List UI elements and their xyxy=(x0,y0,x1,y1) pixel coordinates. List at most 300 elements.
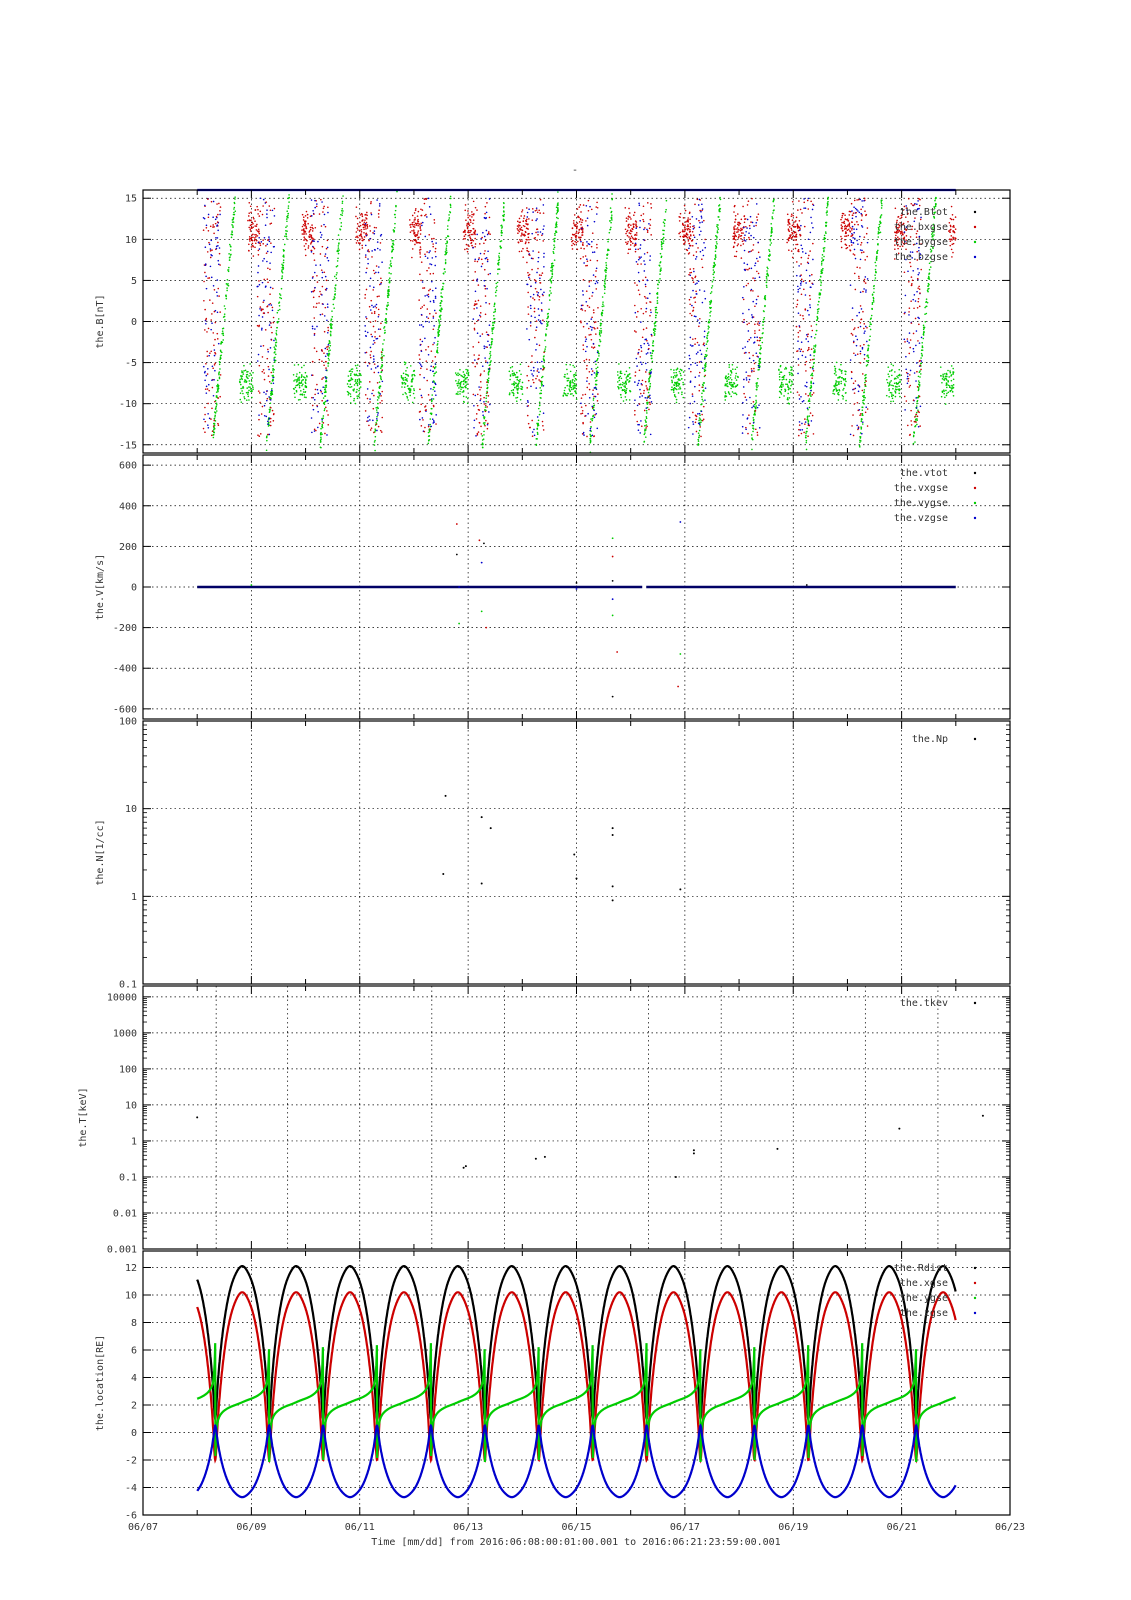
bxgse-point xyxy=(419,358,421,360)
bzgse-point xyxy=(430,370,432,372)
bzgse-point xyxy=(636,365,638,367)
bzgse-point xyxy=(311,215,313,217)
bxgse-point xyxy=(631,228,633,230)
bzgse-point xyxy=(641,395,643,397)
bygse-point xyxy=(515,382,517,384)
bzgse-point xyxy=(273,359,275,361)
bygse-point xyxy=(678,379,680,381)
bzgse-point xyxy=(217,260,219,262)
bxgse-point xyxy=(381,369,383,371)
bygse-point xyxy=(231,224,233,226)
bzgse-point xyxy=(585,338,587,340)
bzgse-point xyxy=(636,261,638,263)
bxgse-point xyxy=(379,335,381,337)
bygse-point xyxy=(564,374,566,376)
bxgse-point xyxy=(524,215,526,217)
bxgse-point xyxy=(204,309,206,311)
bzgse-point xyxy=(745,352,747,354)
bxgse-point xyxy=(584,415,586,417)
bzgse-point xyxy=(593,274,595,276)
bxgse-point xyxy=(378,314,380,316)
bxgse-point xyxy=(323,364,325,366)
bzgse-point xyxy=(324,214,326,216)
bxgse-point xyxy=(786,242,788,244)
bxgse-point xyxy=(252,226,254,228)
bxgse-point xyxy=(248,215,250,217)
bygse-point xyxy=(707,328,709,330)
bxgse-point xyxy=(480,305,482,307)
bxgse-point xyxy=(415,208,417,210)
bxgse-point xyxy=(262,205,264,207)
bzgse-point xyxy=(543,256,545,258)
bxgse-point xyxy=(381,391,383,393)
bxgse-point xyxy=(733,226,735,228)
bxgse-point xyxy=(213,420,215,422)
bxgse-point xyxy=(743,216,745,218)
bxgse-point xyxy=(471,216,473,218)
bzgse-point xyxy=(756,258,758,260)
bxgse-point xyxy=(217,288,219,290)
bzgse-point xyxy=(259,248,261,250)
bzgse-point xyxy=(482,365,484,367)
bxgse-point xyxy=(688,243,690,245)
bygse-point xyxy=(651,352,653,354)
bxgse-point xyxy=(693,281,695,283)
bygse-point xyxy=(548,308,550,310)
bygse-point xyxy=(552,270,554,272)
bygse-point xyxy=(271,388,273,390)
bygse-point xyxy=(678,388,680,390)
bygse-point xyxy=(761,337,763,339)
bzgse-point xyxy=(476,307,478,309)
bxgse-point xyxy=(305,215,307,217)
bxgse-point xyxy=(417,225,419,227)
bygse-point xyxy=(490,354,492,356)
bxgse-point xyxy=(517,228,519,230)
bygse-point xyxy=(495,309,497,311)
bygse-point xyxy=(727,386,729,388)
bygse-point xyxy=(789,379,791,381)
bygse-point xyxy=(706,354,708,356)
bzgse-point xyxy=(217,224,219,226)
bygse-point xyxy=(429,424,431,426)
bzgse-point xyxy=(365,316,367,318)
bygse-point xyxy=(358,378,360,380)
bygse-point xyxy=(810,395,812,397)
bxgse-point xyxy=(683,243,685,245)
bzgse-point xyxy=(638,352,640,354)
bxgse-point xyxy=(302,226,304,228)
bzgse-point xyxy=(742,297,744,299)
bxgse-point xyxy=(740,238,742,240)
bygse-point xyxy=(576,398,578,400)
bygse-point xyxy=(557,218,559,220)
bzgse-point xyxy=(647,280,649,282)
bxgse-point xyxy=(324,271,326,273)
bygse-point xyxy=(503,214,505,216)
bzgse-point xyxy=(476,234,478,236)
bzgse-point xyxy=(433,325,435,327)
bygse-point xyxy=(787,397,789,399)
bzgse-point xyxy=(267,421,269,423)
bzgse-point xyxy=(699,322,701,324)
bygse-point xyxy=(622,384,624,386)
bxgse-point xyxy=(485,206,487,208)
bygse-point xyxy=(303,394,305,396)
bygse-point xyxy=(360,381,362,383)
bygse-point xyxy=(330,320,332,322)
bxgse-point xyxy=(207,251,209,253)
bygse-point xyxy=(325,381,327,383)
bxgse-point xyxy=(755,428,757,430)
bygse-point xyxy=(704,364,706,366)
bxgse-point xyxy=(690,371,692,373)
bzgse-point xyxy=(214,349,216,351)
bygse-point xyxy=(299,399,301,401)
bygse-point xyxy=(445,253,447,255)
bygse-point xyxy=(752,439,754,441)
bxgse-point xyxy=(576,228,578,230)
bxgse-point xyxy=(321,378,323,380)
bxgse-point xyxy=(303,231,305,233)
bzgse-point xyxy=(268,396,270,398)
bxgse-point xyxy=(432,246,434,248)
bxgse-point xyxy=(686,233,688,235)
bxgse-point xyxy=(259,392,261,394)
bygse-point xyxy=(510,367,512,369)
bygse-point xyxy=(275,360,277,362)
bygse-point xyxy=(485,406,487,408)
bxgse-point xyxy=(485,360,487,362)
bygse-point xyxy=(395,210,397,212)
bygse-point xyxy=(707,340,709,342)
bygse-point xyxy=(713,272,715,274)
bygse-point xyxy=(605,271,607,273)
bzgse-point xyxy=(536,207,538,209)
bxgse-point xyxy=(793,239,795,241)
bxgse-point xyxy=(735,228,737,230)
bzgse-point xyxy=(586,205,588,207)
bxgse-point xyxy=(485,411,487,413)
bxgse-point xyxy=(219,210,221,212)
bygse-point xyxy=(664,225,666,227)
bygse-point xyxy=(251,377,253,379)
bygse-point xyxy=(395,217,397,219)
bxgse-point xyxy=(643,392,645,394)
bzgse-point xyxy=(378,316,380,318)
bygse-point xyxy=(387,291,389,293)
bxgse-point xyxy=(313,253,315,255)
bygse-point xyxy=(827,201,829,203)
bygse-point xyxy=(733,392,735,394)
bzgse-point xyxy=(364,325,366,327)
bxgse-point xyxy=(582,394,584,396)
bygse-point xyxy=(773,209,775,211)
bygse-point xyxy=(518,387,520,389)
bygse-point xyxy=(541,377,543,379)
bygse-point xyxy=(380,367,382,369)
bygse-point xyxy=(674,382,676,384)
bxgse-point xyxy=(214,311,216,313)
bygse-point xyxy=(356,367,358,369)
bzgse-point xyxy=(210,254,212,256)
bxgse-point xyxy=(581,406,583,408)
bygse-point xyxy=(466,372,468,374)
bzgse-point xyxy=(486,230,488,232)
bxgse-point xyxy=(205,319,207,321)
bxgse-point xyxy=(752,290,754,292)
bxgse-point xyxy=(211,249,213,251)
bygse-point xyxy=(781,371,783,373)
bzgse-point xyxy=(637,405,639,407)
bxgse-point xyxy=(271,332,273,334)
bygse-point xyxy=(228,271,230,273)
bygse-point xyxy=(493,318,495,320)
bygse-point xyxy=(222,339,224,341)
bxgse-point xyxy=(592,370,594,372)
bygse-point xyxy=(411,375,413,377)
bygse-point xyxy=(457,375,459,377)
bxgse-point xyxy=(478,358,480,360)
bygse-point xyxy=(222,330,224,332)
bygse-point xyxy=(681,378,683,380)
bxgse-point xyxy=(534,237,536,239)
bygse-point xyxy=(759,358,761,360)
bxgse-point xyxy=(531,219,533,221)
bzgse-point xyxy=(585,340,587,342)
bxgse-point xyxy=(267,305,269,307)
bygse-point xyxy=(809,407,811,409)
bxgse-point xyxy=(595,321,597,323)
bzgse-point xyxy=(205,375,207,377)
bygse-point xyxy=(495,292,497,294)
bxgse-point xyxy=(588,200,590,202)
bygse-point xyxy=(567,373,569,375)
bygse-point xyxy=(537,432,539,434)
bzgse-point xyxy=(483,345,485,347)
bygse-point xyxy=(673,376,675,378)
bxgse-point xyxy=(464,238,466,240)
bygse-point xyxy=(456,374,458,376)
bygse-point xyxy=(789,388,791,390)
bygse-point xyxy=(465,396,467,398)
bygse-point xyxy=(491,328,493,330)
bygse-point xyxy=(730,377,732,379)
bxgse-point xyxy=(793,223,795,225)
bygse-point xyxy=(355,391,357,393)
bxgse-point xyxy=(479,389,481,391)
bxgse-point xyxy=(303,216,305,218)
bygse-point xyxy=(676,384,678,386)
bygse-point xyxy=(643,434,645,436)
bxgse-point xyxy=(320,199,322,201)
bygse-point xyxy=(405,370,407,372)
bygse-point xyxy=(735,386,737,388)
bxgse-point xyxy=(261,371,263,373)
bzgse-point xyxy=(535,349,537,351)
bzgse-point xyxy=(269,262,271,264)
bzgse-point xyxy=(651,401,653,403)
bzgse-point xyxy=(325,369,327,371)
bxgse-point xyxy=(476,209,478,211)
bxgse-point xyxy=(250,211,252,213)
bygse-point xyxy=(225,296,227,298)
bxgse-point xyxy=(525,241,527,243)
bygse-point xyxy=(457,394,459,396)
bxgse-point xyxy=(735,239,737,241)
bygse-point xyxy=(732,384,734,386)
bxgse-point xyxy=(366,352,368,354)
bxgse-point xyxy=(573,220,575,222)
bxgse-point xyxy=(690,245,692,247)
bzgse-point xyxy=(753,422,755,424)
bygse-point xyxy=(437,349,439,351)
bygse-point xyxy=(769,244,771,246)
bygse-point xyxy=(779,376,781,378)
bygse-point xyxy=(567,393,569,395)
bygse-point xyxy=(438,327,440,329)
bxgse-point xyxy=(369,306,371,308)
bygse-point xyxy=(808,415,810,417)
bygse-point xyxy=(442,283,444,285)
bxgse-point xyxy=(267,398,269,400)
bxgse-point xyxy=(733,211,735,213)
bzgse-point xyxy=(326,434,328,436)
bxgse-point xyxy=(650,234,652,236)
bxgse-point xyxy=(537,268,539,270)
bzgse-point xyxy=(216,245,218,247)
bygse-point xyxy=(360,373,362,375)
bxgse-point xyxy=(258,326,260,328)
bzgse-point xyxy=(586,258,588,260)
bxgse-point xyxy=(419,411,421,413)
bygse-point xyxy=(410,391,412,393)
bxgse-point xyxy=(520,235,522,237)
bxgse-point xyxy=(207,355,209,357)
bzgse-point xyxy=(530,385,532,387)
bygse-point xyxy=(280,294,282,296)
bzgse-point xyxy=(327,247,329,249)
bxgse-point xyxy=(703,418,705,420)
bygse-point xyxy=(606,257,608,259)
bzgse-point xyxy=(526,328,528,330)
bxgse-point xyxy=(252,240,254,242)
bygse-point xyxy=(605,267,607,269)
bygse-point xyxy=(808,421,810,423)
bxgse-point xyxy=(251,237,253,239)
bxgse-point xyxy=(483,253,485,255)
bygse-point xyxy=(375,436,377,438)
bxgse-point xyxy=(204,431,206,433)
bxgse-point xyxy=(488,334,490,336)
bxgse-point xyxy=(582,234,584,236)
bxgse-point xyxy=(365,228,367,230)
bzgse-point xyxy=(483,401,485,403)
bzgse-point xyxy=(435,384,437,386)
bygse-point xyxy=(806,440,808,442)
bzgse-point xyxy=(700,361,702,363)
bygse-point xyxy=(573,376,575,378)
bygse-point xyxy=(536,438,538,440)
bzgse-point xyxy=(594,221,596,223)
bygse-point xyxy=(771,229,773,231)
bxgse-point xyxy=(485,314,487,316)
bzgse-point xyxy=(425,255,427,257)
bygse-point xyxy=(679,386,681,388)
bzgse-point xyxy=(217,237,219,239)
bzgse-point xyxy=(745,231,747,233)
bygse-point xyxy=(491,343,493,345)
bygse-point xyxy=(376,409,378,411)
bygse-point xyxy=(349,386,351,388)
bxgse-point xyxy=(419,274,421,276)
bxgse-point xyxy=(305,224,307,226)
bxgse-point xyxy=(740,245,742,247)
bygse-point xyxy=(791,380,793,382)
bygse-point xyxy=(248,390,250,392)
bxgse-point xyxy=(573,222,575,224)
bxgse-point xyxy=(270,303,272,305)
bxgse-point xyxy=(531,269,533,271)
bygse-point xyxy=(604,283,606,285)
bygse-point xyxy=(731,379,733,381)
bxgse-point xyxy=(356,242,358,244)
bygse-point xyxy=(377,399,379,401)
bzgse-point xyxy=(586,380,588,382)
bzgse-point xyxy=(705,387,707,389)
bxgse-point xyxy=(468,223,470,225)
bygse-point xyxy=(458,387,460,389)
bygse-point xyxy=(783,377,785,379)
bygse-point xyxy=(827,202,829,204)
bzgse-point xyxy=(311,199,313,201)
bygse-point xyxy=(594,377,596,379)
bygse-point xyxy=(355,374,357,376)
bygse-point xyxy=(701,399,703,401)
bzgse-point xyxy=(273,382,275,384)
bygse-point xyxy=(809,398,811,400)
bxgse-point xyxy=(370,230,372,232)
bzgse-point xyxy=(638,382,640,384)
bxgse-point xyxy=(595,333,597,335)
bxgse-point xyxy=(637,311,639,313)
bxgse-point xyxy=(257,209,259,211)
bzgse-point xyxy=(376,304,378,306)
bygse-point xyxy=(350,402,352,404)
bygse-point xyxy=(660,261,662,263)
bzgse-point xyxy=(743,286,745,288)
bxgse-point xyxy=(575,235,577,237)
bzgse-point xyxy=(638,429,640,431)
bxgse-point xyxy=(749,268,751,270)
bxgse-point xyxy=(210,225,212,227)
bygse-point xyxy=(626,379,628,381)
bzgse-point xyxy=(210,248,212,250)
bxgse-point xyxy=(251,246,253,248)
bygse-point xyxy=(629,399,631,401)
bxgse-point xyxy=(204,421,206,423)
bygse-point xyxy=(753,414,755,416)
bygse-point xyxy=(576,393,578,395)
bygse-point xyxy=(250,374,252,376)
bxgse-point xyxy=(373,432,375,434)
bxgse-point xyxy=(591,346,593,348)
bxgse-point xyxy=(310,229,312,231)
bygse-point xyxy=(551,276,553,278)
bzgse-point xyxy=(377,412,379,414)
bxgse-point xyxy=(639,403,641,405)
bygse-point xyxy=(388,279,390,281)
